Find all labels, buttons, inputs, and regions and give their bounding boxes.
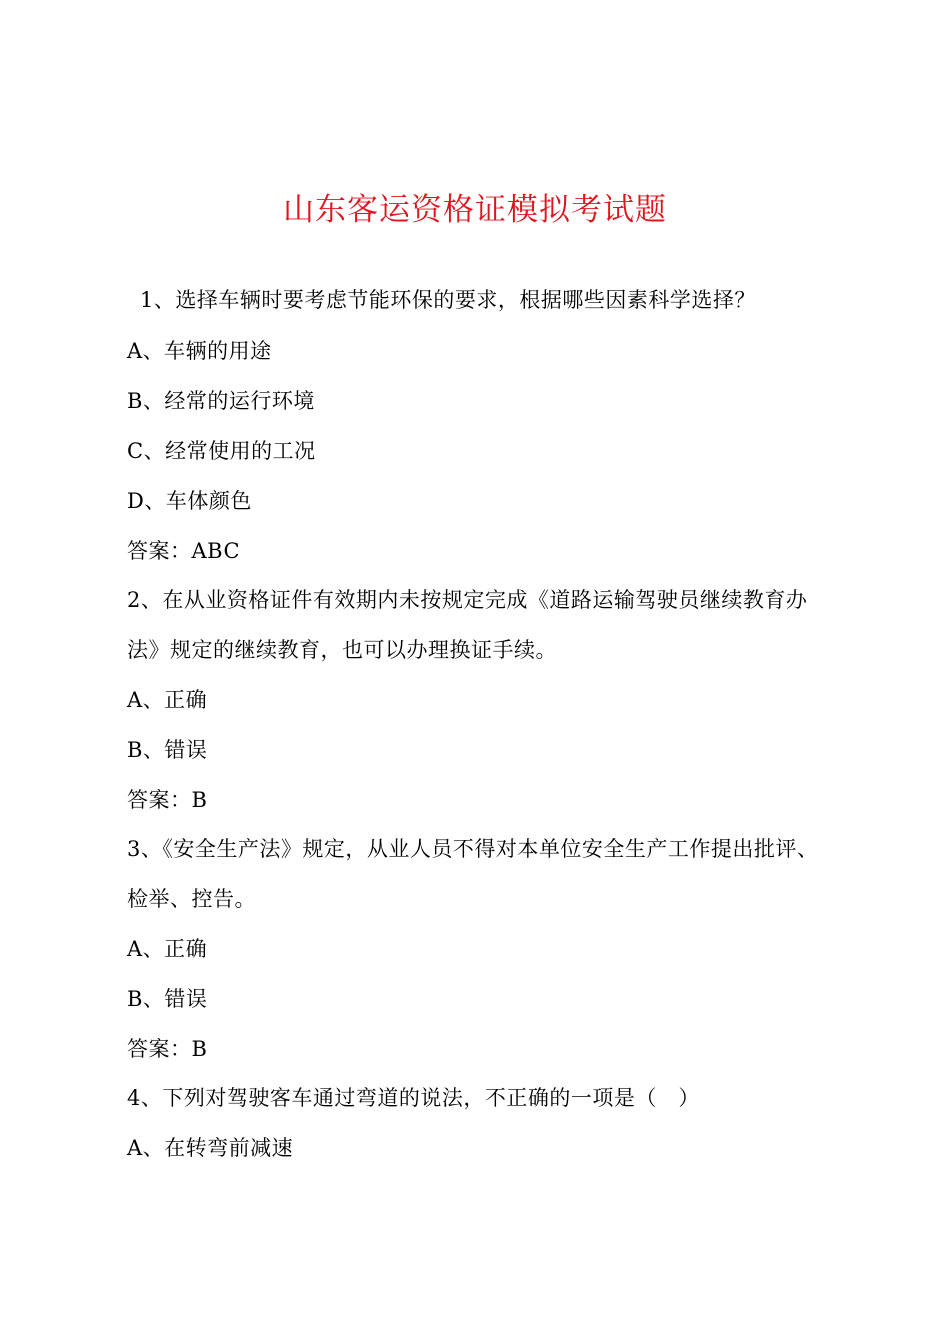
question-3-option-b: B、错误	[127, 987, 208, 1011]
question-4-option-a: A、在转弯前减速	[127, 1136, 294, 1160]
question-1-option-d: D、车体颜色	[127, 489, 252, 513]
question-2-answer: 答案：B	[127, 788, 208, 812]
question-3-stem-line-2: 检举、控告。	[127, 887, 256, 911]
question-3-option-a: A、正确	[127, 937, 208, 961]
question-1-option-b: B、经常的运行环境	[127, 389, 315, 413]
question-1-option-c: C、经常使用的工况	[127, 439, 316, 463]
question-1-stem: 1、选择车辆时要考虑节能环保的要求，根据哪些因素科学选择？	[140, 288, 756, 312]
question-2-option-a: A、正确	[127, 688, 208, 712]
document-title: 山东客运资格证模拟考试题	[283, 192, 667, 228]
question-4-stem: 4、下列对驾驶客车通过弯道的说法，不正确的一项是（ ）	[127, 1086, 700, 1110]
question-1-option-a: A、车辆的用途	[127, 339, 272, 363]
question-2-option-b: B、错误	[127, 738, 208, 762]
question-2-stem-line-2: 法》规定的继续教育，也可以办理换证手续。	[127, 638, 557, 662]
question-1-answer: 答案：ABC	[127, 539, 241, 563]
question-2-stem-line-1: 2、在从业资格证件有效期内未按规定完成《道路运输驾驶员继续教育办	[127, 588, 808, 612]
question-3-answer: 答案：B	[127, 1037, 208, 1061]
question-3-stem-line-1: 3、《安全生产法》规定，从业人员不得对本单位安全生产工作提出批评、	[127, 837, 819, 861]
